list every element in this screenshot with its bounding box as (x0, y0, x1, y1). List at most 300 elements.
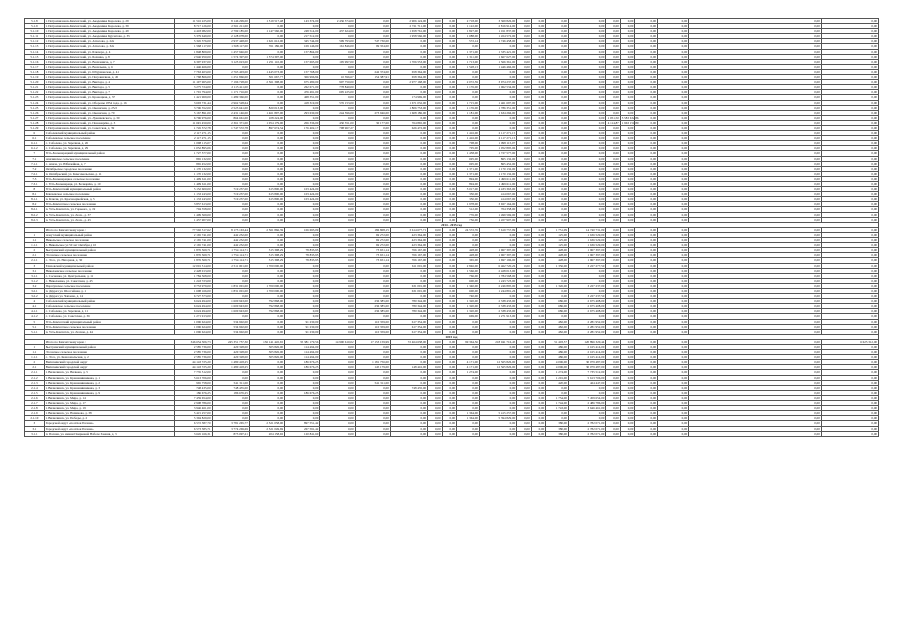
value-cell: 78 833,95 (285, 248, 320, 253)
row-number-cell: 3 (25, 263, 45, 268)
value-cell: 7 459 654,00 (175, 395, 212, 400)
value-cell: 114 494,00 (285, 355, 320, 360)
value-cell: 0,00 (568, 100, 605, 105)
value-cell: 0,00 (320, 131, 355, 136)
value-cell: 0,00 (428, 39, 443, 44)
value-cell: 0,00 (658, 80, 689, 85)
value-cell: 0,00 (689, 411, 822, 416)
value-cell: 0,00 (821, 314, 878, 319)
value-cell: 305 826,00 (249, 355, 284, 360)
value-cell: 0,00 (457, 406, 480, 411)
value-cell: 0,00 (635, 90, 658, 95)
value-cell: 420 328,00 (212, 355, 249, 360)
value-cell: 0,00 (568, 80, 605, 85)
value-cell: 0,00 (249, 294, 284, 299)
value-cell: 0,00 (428, 243, 443, 248)
row-number-cell: 5.1.8 (25, 19, 45, 24)
value-cell: 0,00 (531, 54, 546, 59)
value-cell: 0,00 (390, 115, 427, 120)
value-cell: 0,00 (285, 278, 320, 283)
value-cell: 0,00 (658, 125, 689, 130)
value-cell: 0,00 (517, 355, 532, 360)
value-cell: 0,00 (689, 385, 822, 390)
value-cell: 0,00 (428, 161, 443, 166)
value-cell: 0,00 (620, 64, 635, 69)
row-name-cell: г. Петропавловск-Камчатский, ул. Океанская, д. 70 (44, 110, 175, 115)
value-cell: 0,00 (658, 411, 689, 416)
value-cell: 0,00 (689, 176, 822, 181)
value-cell: 0,00 (442, 273, 457, 278)
row-name-cell: Городской округ «посёлок Палана» (44, 426, 175, 431)
value-cell: 0,00 (212, 64, 249, 69)
value-cell: 0,00 (428, 115, 443, 120)
value-cell: 0,00 (531, 339, 546, 344)
value-cell: 0,00 (320, 141, 355, 146)
value-cell: 0,00 (320, 95, 355, 100)
value-cell: 30 177,00 (355, 120, 390, 125)
value-cell: 0,00 (285, 268, 320, 273)
value-cell: 0,00 (390, 151, 427, 156)
value-cell: 0,00 (658, 273, 689, 278)
value-cell: 0,00 (320, 238, 355, 243)
value-cell: 442 232,00 (212, 232, 249, 237)
value-cell: 0,00 (390, 192, 427, 197)
value-cell: 0,00 (821, 207, 878, 212)
value-cell: 0,00 (635, 238, 658, 243)
value-cell: 611 001,00 (390, 263, 427, 268)
budget-table-sheet (24, 18, 879, 437)
value-cell: 0,00 (531, 258, 546, 263)
value-cell: 0,00 (531, 329, 546, 334)
value-cell: 0,00 (390, 207, 427, 212)
value-cell: 69 272,00 (355, 232, 390, 237)
value-cell: 0,00 (658, 115, 689, 120)
value-cell: 0,00 (568, 136, 605, 141)
value-cell: 0,00 (689, 370, 822, 375)
row-name-cell: с. Эссо, ул. Комсомольская, д. 2 (44, 355, 175, 360)
value-cell: 0,00 (442, 49, 457, 54)
value-cell: 0,00 (821, 294, 878, 299)
value-cell: 0,00 (531, 212, 546, 217)
value-cell: 0,00 (531, 69, 546, 74)
value-cell: 0,00 (531, 288, 546, 293)
value-cell: 0,00 (442, 192, 457, 197)
value-cell: 0,00 (442, 85, 457, 90)
value-cell: 0,00 (635, 248, 658, 253)
value-cell: 0,00 (390, 187, 427, 192)
value-cell: 315 398,29 (249, 248, 284, 253)
value-cell: 1 697 196,00 (479, 258, 516, 263)
value-cell: 1 698 166,00 (175, 288, 212, 293)
value-cell: 0,00 (531, 182, 546, 187)
value-cell: 0,00 (821, 360, 878, 365)
value-cell: 0,00 (442, 90, 457, 95)
value-cell: 0,00 (606, 54, 621, 59)
value-cell: 0,00 (442, 176, 457, 181)
value-cell: 2 782 071,00 (568, 426, 605, 431)
value-cell: 0,00 (320, 390, 355, 395)
value-cell: 0,00 (517, 39, 532, 44)
value-cell: 0,00 (821, 232, 878, 237)
value-cell: 0,00 (620, 390, 635, 395)
value-cell: 6 625 312,00 (821, 339, 878, 344)
value-cell: 0,00 (821, 90, 878, 95)
value-cell: 414 067,00 (479, 197, 516, 202)
value-cell: 195 997,00 (320, 59, 355, 64)
value-cell: 0,00 (249, 395, 284, 400)
value-cell: 0,00 (355, 385, 390, 390)
value-cell: 0,00 (689, 350, 822, 355)
value-cell: 0,00 (658, 110, 689, 115)
value-cell: 0,00 (689, 380, 822, 385)
value-cell: 0,00 (428, 166, 443, 171)
value-cell: 2 585 736,00 (175, 345, 212, 350)
value-cell: 0,00 (355, 273, 390, 278)
table-row (25, 431, 879, 436)
row-number-cell: 2.1.7 (25, 401, 45, 406)
value-cell: 1 176,00 (457, 105, 480, 110)
row-number-cell: 6.1.2 (25, 146, 45, 151)
value-cell: 30 079 487,00 (568, 360, 605, 365)
value-cell: 0,00 (606, 380, 621, 385)
value-cell: 0,00 (689, 141, 822, 146)
value-cell: 0,00 (635, 299, 658, 304)
value-cell: 0,00 (606, 24, 621, 29)
value-cell: 0,00 (285, 370, 320, 375)
value-cell: 0,00 (390, 268, 427, 273)
value-cell: 0,00 (517, 232, 532, 237)
value-cell: 0,00 (442, 110, 457, 115)
value-cell: 864 661,00 (212, 115, 249, 120)
value-cell: 1 243 723,00 (479, 278, 516, 283)
value-cell: 0,00 (531, 197, 546, 202)
value-cell: 5 415 257,00 (175, 411, 212, 416)
value-cell: 3 614 677,71 (390, 227, 427, 232)
value-cell: 2 561 866,39 (249, 227, 284, 232)
value-cell: 0,00 (635, 202, 658, 207)
value-cell: 0,00 (689, 294, 822, 299)
value-cell: 541 311,00 (355, 380, 390, 385)
value-cell: 0,00 (689, 406, 822, 411)
value-cell: 0,00 (620, 304, 635, 309)
value-cell: 0,00 (689, 355, 822, 360)
value-cell: 0,00 (546, 75, 569, 80)
value-cell: 0,00 (517, 273, 532, 278)
value-cell: 1 098 115,07 (175, 141, 212, 146)
value-cell: 186 676,25 (285, 360, 320, 365)
value-cell: 631 001,00 (390, 283, 427, 288)
value-cell: 0,00 (620, 243, 635, 248)
value-cell: 0,00 (479, 232, 516, 237)
value-cell: 0,00 (821, 125, 878, 130)
value-cell: 0,00 (428, 426, 443, 431)
section-title: 2014 - 2015 год (25, 222, 879, 227)
value-cell: 3 693 731,44 (175, 100, 212, 105)
value-cell: 0,00 (442, 75, 457, 80)
value-cell: 0,00 (620, 95, 635, 100)
value-cell: 0,00 (531, 253, 546, 258)
value-cell: 350,00 (457, 192, 480, 197)
row-number-cell: 5.1.23 (25, 95, 45, 100)
value-cell: 11 045 450,00 (175, 120, 212, 125)
value-cell: 719 237,00 (212, 192, 249, 197)
value-cell: 0,00 (355, 125, 390, 130)
value-cell: 615 800,00 (249, 197, 284, 202)
value-cell: 0,00 (821, 304, 878, 309)
value-cell: 8 717 126,00 (175, 24, 212, 29)
value-cell: 2 521 058,00 (249, 421, 284, 426)
value-cell: 897 674,34 (249, 125, 284, 130)
value-cell: 1 967 397,00 (568, 253, 605, 258)
value-cell: 0,00 (442, 385, 457, 390)
value-cell: 0,00 (635, 304, 658, 309)
value-cell: 2 846,00 (457, 263, 480, 268)
value-cell: 1 568 117,00 (175, 44, 212, 49)
value-cell: 5 415 257,00 (479, 411, 516, 416)
value-cell: 0,00 (620, 202, 635, 207)
value-cell: 0,00 (568, 85, 605, 90)
value-cell: 0,00 (390, 431, 427, 436)
value-cell: 3 646 461,00 (568, 406, 605, 411)
value-cell: 778 840,00 (320, 85, 355, 90)
value-cell: 0,00 (517, 411, 532, 416)
value-cell: 204 158,92 (249, 431, 284, 436)
row-number-cell: 1.1 (25, 350, 45, 355)
value-cell: 0,00 (517, 278, 532, 283)
value-cell: 0,00 (517, 283, 532, 288)
value-cell: 5 379 649,00 (175, 34, 212, 39)
value-cell: 1 371,00 (457, 171, 480, 176)
value-cell: 4 171,00 (457, 360, 480, 365)
value-cell: 0,00 (442, 212, 457, 217)
value-cell: 572,14 (457, 39, 480, 44)
value-cell: 3 125 023,00 (212, 59, 249, 64)
value-cell: 0,00 (620, 339, 635, 344)
value-cell: 0,00 (442, 146, 457, 151)
value-cell: 0,00 (355, 426, 390, 431)
row-number-cell: 3 (25, 421, 45, 426)
value-cell: 0,00 (658, 375, 689, 380)
value-cell: 1 706 553,00 (390, 59, 427, 64)
value-cell: 186 808,15 (355, 227, 390, 232)
value-cell: 0,00 (546, 294, 569, 299)
value-cell: 0,00 (442, 283, 457, 288)
value-cell: 0,00 (658, 217, 689, 222)
value-cell: 0,00 (531, 411, 546, 416)
value-cell: 0,00 (821, 395, 878, 400)
value-cell: 0,00 (531, 156, 546, 161)
value-cell: 0,00 (546, 59, 569, 64)
row-name-cell: г. Петропавловск-Камчатский, ул. Академика Курчатова, д. 35 (44, 34, 175, 39)
value-cell: 719 237,00 (212, 197, 249, 202)
value-cell: 423 364,00 (390, 232, 427, 237)
value-cell: 0,00 (442, 54, 457, 59)
value-cell: 2 165 414,00 (568, 355, 605, 360)
value-cell: 273 946,00 (355, 110, 390, 115)
value-cell: 1 096 624,00 (175, 319, 212, 324)
value-cell: 0,00 (428, 69, 443, 74)
value-cell: 0,00 (606, 90, 621, 95)
value-cell: 0,00 (546, 24, 569, 29)
value-cell: 2 428 013,00 (479, 268, 516, 273)
value-cell: 0,00 (568, 278, 605, 283)
value-cell: 0,00 (320, 395, 355, 400)
value-cell: 10 396,67 (320, 75, 355, 80)
value-cell: 0,00 (355, 345, 390, 350)
value-cell: 0,00 (428, 375, 443, 380)
value-cell: 0,00 (390, 39, 427, 44)
value-cell: 0,00 (689, 243, 822, 248)
value-cell: 0,00 (390, 355, 427, 360)
value-cell: 0,00 (635, 192, 658, 197)
value-cell: 0,00 (606, 299, 621, 304)
value-cell: 686,00 (546, 304, 569, 309)
value-cell: 0,00 (428, 390, 443, 395)
value-cell: 0,00 (320, 207, 355, 212)
value-cell: 0,00 (428, 232, 443, 237)
value-cell: 0,00 (546, 187, 569, 192)
row-number-cell: 2.1.6 (25, 395, 45, 400)
value-cell: 0,00 (658, 85, 689, 90)
value-cell: 2 165 414,00 (568, 345, 605, 350)
value-cell: 186 676,25 (285, 365, 320, 370)
value-cell: 0,00 (212, 141, 249, 146)
row-number-cell: 5.1.29 (25, 125, 45, 130)
value-cell: 0,00 (531, 375, 546, 380)
row-name-cell: Апачинское сельское поселение (44, 156, 175, 161)
row-number-cell: 8.1 (25, 192, 45, 197)
value-cell: 0,00 (320, 304, 355, 309)
value-cell: 0,00 (320, 105, 355, 110)
value-cell: 442 232,00 (212, 238, 249, 243)
value-cell: 1 489 366,00 (212, 95, 249, 100)
value-cell: 0,00 (821, 426, 878, 431)
value-cell: 0,00 (442, 395, 457, 400)
value-cell: 0,00 (249, 176, 284, 181)
value-cell: 0,00 (635, 365, 658, 370)
row-name-cell: г. Вилючинск, ул. Победы, д. 2 (44, 416, 175, 421)
value-cell: 0,00 (320, 431, 355, 436)
row-name-cell: г. Петропавловск-Камчатский, ул. Виктора, д. 4 (44, 80, 175, 85)
value-cell: 0,00 (568, 44, 605, 49)
value-cell: 0,00 (428, 120, 443, 125)
value-cell: 686,00 (546, 309, 569, 314)
value-cell: 0,00 (320, 166, 355, 171)
value-cell: 0,00 (517, 64, 532, 69)
value-cell: 776,00 (457, 212, 480, 217)
value-cell: 0,00 (635, 29, 658, 34)
value-cell: 0,00 (821, 278, 878, 283)
value-cell: 2 521 049,69 (249, 426, 284, 431)
value-cell: 0,00 (517, 314, 532, 319)
value-cell: 0,00 (620, 263, 635, 268)
value-cell: 0,00 (517, 90, 532, 95)
value-cell: 0,00 (531, 324, 546, 329)
value-cell: 0,00 (531, 268, 546, 273)
value-cell: 0,00 (285, 64, 320, 69)
value-cell: 0,00 (546, 156, 569, 161)
value-cell: 0,00 (355, 411, 390, 416)
value-cell: 0,00 (428, 385, 443, 390)
value-cell: 0,00 (635, 44, 658, 49)
value-cell: 0,00 (821, 406, 878, 411)
value-cell: 0,00 (635, 309, 658, 314)
value-cell: 0,00 (517, 431, 532, 436)
value-cell: 0,00 (390, 141, 427, 146)
row-name-cell: с. Николаевка, ул. Советская, д. 45 (44, 278, 175, 283)
value-cell: 0,00 (457, 90, 480, 95)
value-cell: 0,00 (249, 273, 284, 278)
value-cell: 0,00 (546, 411, 569, 416)
value-cell: 1 600 943,00 (212, 299, 249, 304)
value-cell: 0,00 (442, 39, 457, 44)
value-cell: 0,00 (479, 431, 516, 436)
value-cell: 0,00 (355, 54, 390, 59)
row-name-cell: п. Усть-Камчатск, ул. Лесн., д. 37 (44, 212, 175, 217)
value-cell: 0,00 (546, 146, 569, 151)
row-number-cell: 8.2 (25, 202, 45, 207)
value-cell: 423 364,00 (390, 243, 427, 248)
value-cell: 0,00 (531, 426, 546, 431)
value-cell: 0,00 (620, 288, 635, 293)
value-cell: 0,00 (517, 49, 532, 54)
value-cell: 423 364,00 (390, 238, 427, 243)
value-cell: 0,00 (689, 263, 822, 268)
value-cell: 0,00 (428, 110, 443, 115)
value-cell: 5 583 632,86 (621, 115, 639, 120)
value-cell: 0,00 (517, 217, 532, 222)
value-cell: 120 841,60 (285, 431, 320, 436)
value-cell: 0,00 (531, 345, 546, 350)
value-cell: 0,00 (620, 54, 635, 59)
value-cell: 0,00 (390, 212, 427, 217)
value-cell: 0,00 (249, 151, 284, 156)
value-cell: 0,00 (606, 64, 621, 69)
value-cell: 0,00 (285, 238, 320, 243)
value-cell: 0,00 (620, 385, 635, 390)
value-cell: 0,00 (320, 288, 355, 293)
value-cell: 0,00 (390, 161, 427, 166)
value-cell: 626 472,00 (390, 125, 427, 130)
value-cell: 7 763 403,00 (175, 69, 212, 74)
value-cell: 0,00 (531, 319, 546, 324)
value-cell: 0,00 (442, 161, 457, 166)
value-cell: 0,00 (320, 278, 355, 283)
value-cell: 0,00 (531, 202, 546, 207)
value-cell: 0,00 (355, 182, 390, 187)
value-cell: 157 864,00 (285, 49, 320, 54)
value-cell: 69 272,00 (355, 243, 390, 248)
value-cell: 0,00 (689, 375, 822, 380)
row-number-cell: 4.1.2 (25, 314, 45, 319)
value-cell: 0,00 (479, 395, 516, 400)
value-cell: 0,00 (428, 90, 443, 95)
value-cell: 0,00 (320, 421, 355, 426)
value-cell: 0,00 (517, 339, 532, 344)
value-cell: 3 706 352,00 (175, 105, 212, 110)
value-cell: 0,00 (620, 44, 635, 49)
value-cell: 106 693,09 (285, 227, 320, 232)
value-cell: 0,00 (635, 345, 658, 350)
value-cell: 0,00 (620, 136, 635, 141)
value-cell: 0,00 (531, 85, 546, 90)
row-number-cell: 4.1 (25, 304, 45, 309)
value-cell: 0,00 (442, 319, 457, 324)
value-cell: 0,00 (620, 401, 635, 406)
value-cell: 0,00 (620, 273, 635, 278)
value-cell: 0,00 (658, 187, 689, 192)
value-cell: 0,00 (821, 370, 878, 375)
